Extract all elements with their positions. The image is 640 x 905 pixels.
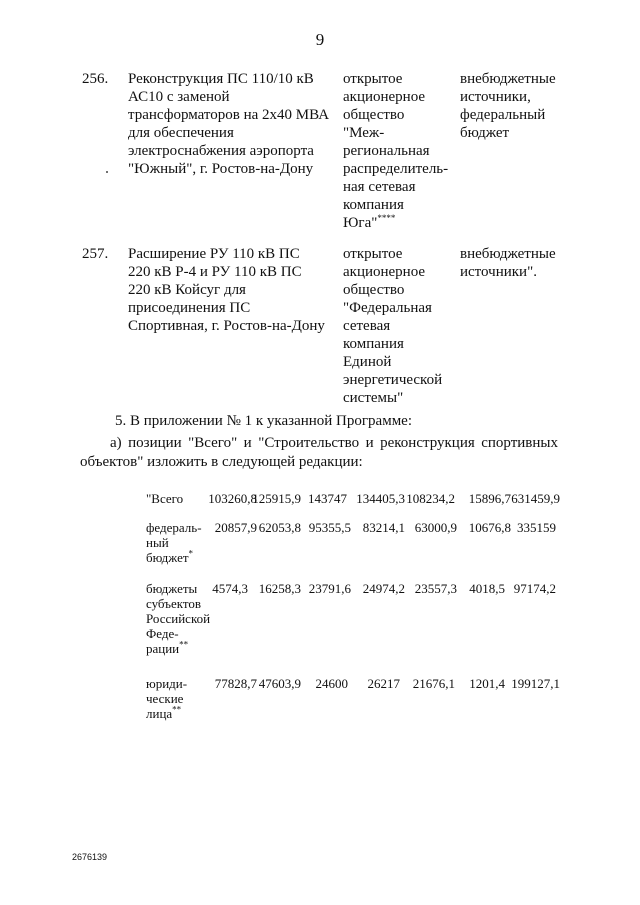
finance-cell: 23791,6 — [308, 581, 351, 596]
finance-cell: 20857,9 — [214, 520, 257, 535]
entry-number: 257. — [82, 246, 109, 262]
entry-source-line: источники, — [460, 89, 531, 105]
entry-name-line: Реконструкция ПС 110/10 кВ — [128, 71, 314, 87]
finance-cell: 1201,4 — [469, 676, 505, 691]
entry-source-line: источники". — [460, 264, 537, 280]
footnote-marker: ** — [179, 639, 189, 650]
entry-org-line: открытое — [343, 246, 403, 262]
entry-name — [128, 245, 324, 335]
paragraph-a — [80, 434, 558, 472]
document-id: 2676139 — [72, 852, 108, 862]
finance-cell: 15896,7 — [468, 491, 511, 506]
entry-source-line: бюджет — [460, 125, 510, 141]
entry-name-line: трансформаторов на 2х40 МВА — [128, 107, 330, 123]
finance-label-line — [146, 550, 216, 565]
entry-name-line: присоединения ПС — [128, 300, 251, 316]
finance-label-line: федераль- — [146, 520, 202, 535]
finance-cell: 47603,9 — [258, 676, 301, 691]
footnote-marker: ** — [172, 704, 182, 715]
finance-label-line: Феде- — [146, 626, 179, 641]
finance-cell: 199127,1 — [511, 676, 560, 691]
finance-row-label — [146, 676, 216, 721]
finance-cell: 4018,5 — [469, 581, 505, 596]
footnote-marker: * — [188, 548, 194, 559]
finance-cell: 631459,9 — [511, 491, 560, 506]
finance-label-line: юриди- — [146, 676, 188, 691]
entry-name-line: Расширение РУ 110 кВ ПС — [128, 246, 300, 262]
finance-row-label — [146, 520, 216, 565]
finance-cell: 125915,9 — [252, 491, 301, 506]
finance-label-line: бюджеты — [146, 581, 198, 596]
finance-cell: 62053,8 — [258, 520, 301, 535]
entry-number: 256. — [82, 71, 109, 87]
entry-name-line: для обеспечения — [128, 125, 234, 141]
entry-source-line: внебюджетные — [460, 71, 556, 87]
finance-cell: 103260,8 — [208, 491, 257, 506]
entry-org-line: Единой — [343, 354, 392, 370]
entry-org-line: акционерное — [343, 264, 426, 280]
entry-organization — [343, 245, 453, 407]
entry-source-line: федеральный — [460, 107, 546, 123]
finance-cell: 83214,1 — [362, 520, 405, 535]
finance-cell: 10676,8 — [468, 520, 511, 535]
entry-org-line: сетевая — [343, 318, 391, 334]
finance-cell: 77828,7 — [214, 676, 257, 691]
entry-org-line: компания — [343, 197, 404, 213]
finance-label-line: ческие — [146, 691, 184, 706]
paragraph-a-line: а) позиции "Всего" и "Строительство и реконструкция спортивных — [110, 435, 558, 451]
entry-funding-source — [460, 70, 572, 142]
entry-org-line: ная сетевая — [343, 179, 416, 195]
entry-org-line: общество — [343, 282, 405, 298]
finance-label-line — [146, 641, 216, 656]
finance-cell: 108234,2 — [406, 491, 455, 506]
entry-org-line: компания — [343, 336, 404, 352]
entry-source-line: внебюджетные — [460, 246, 556, 262]
finance-cell: 63000,9 — [414, 520, 457, 535]
finance-cell: 335159 — [517, 520, 556, 535]
finance-cell: 23557,3 — [414, 581, 457, 596]
entry-org-line: энергетической — [343, 372, 443, 388]
finance-cell: 95355,5 — [308, 520, 351, 535]
finance-cell: 97174,2 — [513, 581, 556, 596]
entry-organization — [343, 70, 453, 232]
finance-label-line: ный — [146, 535, 169, 550]
finance-row-label — [146, 581, 216, 656]
entry-name — [128, 70, 330, 178]
footnote-marker: **** — [377, 213, 396, 223]
finance-cell: 21676,1 — [412, 676, 455, 691]
entry-org-line: общество — [343, 107, 405, 123]
finance-cell: 143747 — [308, 491, 347, 506]
finance-label-line: Российской — [146, 611, 211, 626]
entry-name-line: 220 кВ Р-4 и РУ 110 кВ ПС — [128, 264, 302, 280]
entry-funding-source — [460, 245, 572, 281]
finance-label-line: субъектов — [146, 596, 202, 611]
entry-name-line: 220 кВ Койсуг для — [128, 282, 246, 298]
entry-org-line: "Федеральная — [343, 300, 432, 316]
finance-cell: 4574,3 — [212, 581, 248, 596]
entry-name-line: Спортивная, г. Ростов-на-Дону — [128, 318, 325, 334]
entry-name-line: "Южный", г. Ростов-на-Дону — [128, 161, 314, 177]
entry-org-line: системы" — [343, 390, 404, 406]
finance-row-label — [146, 491, 216, 506]
entry-org-line: региональная — [343, 143, 430, 159]
entry-org-line: распределитель- — [343, 161, 449, 177]
entry-org-line: открытое — [343, 71, 403, 87]
finance-label-line: "Всего — [146, 491, 184, 506]
finance-label-last: рации — [146, 641, 180, 656]
finance-label-line — [146, 706, 216, 721]
paragraph-5: 5. В приложении № 1 к указанной Программе: — [115, 413, 413, 429]
entry-org-line: "Меж- — [343, 125, 385, 141]
finance-label-last: бюджет — [146, 550, 189, 565]
finance-cell: 26217 — [367, 676, 400, 691]
paragraph-a-line: объектов" изложить в следующей редакции: — [80, 454, 363, 470]
entry-name-line: электроснабжения аэропорта — [128, 143, 314, 159]
finance-cell: 16258,3 — [258, 581, 301, 596]
page-number: 9 — [315, 30, 325, 49]
entry-org-line — [343, 214, 453, 232]
finance-cell: 24600 — [315, 676, 348, 691]
entry-name-line: АС10 с заменой — [128, 89, 230, 105]
finance-label-last: лица — [146, 706, 173, 721]
entry-org-last-word: Юга" — [343, 215, 378, 231]
finance-cell: 24974,2 — [362, 581, 405, 596]
entry-org-line: акционерное — [343, 89, 426, 105]
finance-cell: 134405,3 — [356, 491, 405, 506]
scan-speck — [106, 171, 108, 173]
